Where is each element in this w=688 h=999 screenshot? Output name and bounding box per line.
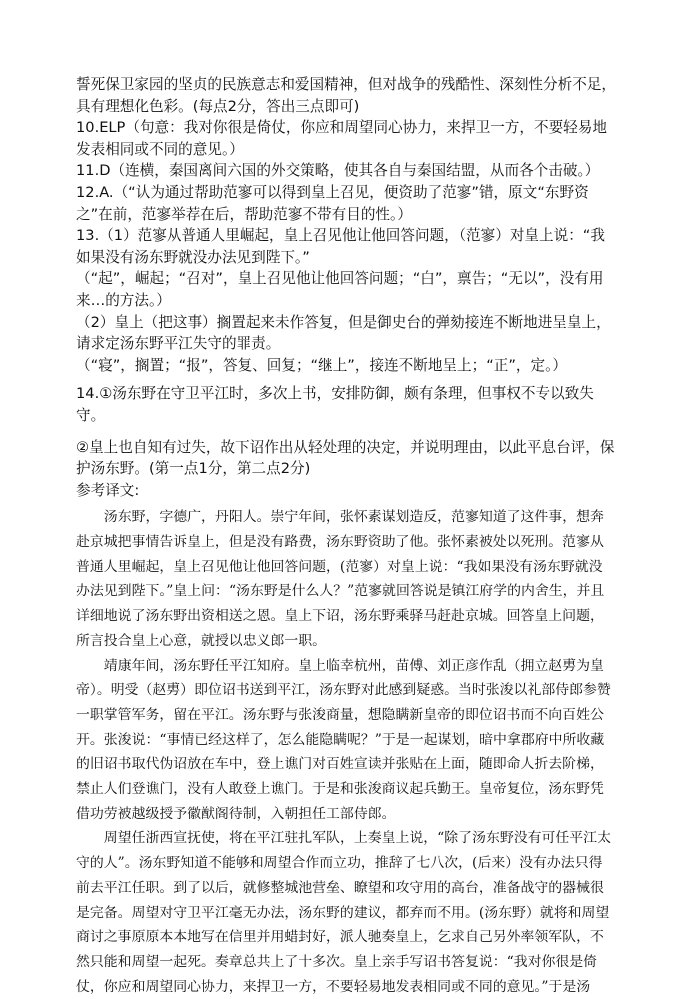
answer-14-2: ②皇上也自知有过失，故下诏作出从轻处理的决定，并说明理由，以此平息台评，保护汤东野。(第一点1分，第二点2分) [76, 438, 615, 478]
answer-14-1: 14.①汤东野在守卫平江时，多次上书，安排防御，颇有条理，但事权不专以致失守。 [76, 385, 594, 424]
translation-paragraph: 周望任浙西宣抚使，将在平江驻扎军队，上奏皇上说，“除了汤东野没有可任平江太守的人”。汤东野知道不能够和周望合作而立功，推辞了七八次，(后来）没有办法只得前去平江任职。到了以后，就修整城池营垒、瞭望和攻守用的高台，准备战守的器械很是完备。周望对守卫平江毫无办法，汤东野的建议，都弃而不用。(汤东野）就将和周望商讨之事原原本本地写在信里并用蜡封好，派人驰奏皇上，乞求自己另外率领军队，不然只能和周望一起死。奏章总共上了十多次。皇上亲手写诏书答复说：“我对你很是倚仗，你应和周望同心协力，来捍卫一方，不要轻易地发表相同或不同的意见。”于是汤 [76, 830, 611, 995]
translation-paragraph: 靖康年间，汤东野任平江知府。皇上临幸杭州，苗傅、刘正彦作乱（拥立赵旉为皇帝）。明受（赵旉）即位诏书送到平江，汤东野对此感到疑惑。当时张浚以礼部侍郎参赞一职掌管军务，留在平江。汤东野与张浚商量，想隐瞒新皇帝的即位诏书而不向百姓公开。张浚说：“事情已经这样了，怎么能隐瞒呢？”于是一起谋划，暗中拿郡府中所收藏的旧诏书取代伪诏放在车中，登上谯门对百姓宣读并张贴在上面，随即命人折去阶梯，禁止人们登谯门，没有人敢登上谯门。于是和张浚商议起兵勤王。皇帝复位，汤东野凭借功劳被越级授予徽猷阁待制，入朝担任工部侍郎。 [76, 657, 611, 822]
answer-13-2: （2）皇上（把这事）搁置起来未作答复，但是御史台的弹劾接连不断地进呈皇上，请求定汤东野平江失守的罪责。 [76, 313, 611, 353]
answer-13-1-note: （“起”，崛起；“召对”，皇上召见他让他回答问题；“白”，禀告；“无以”，没有用来…的方法。） [76, 270, 604, 309]
answer-10: 10.ELP（句意：我对你很是倚仗，你应和周望同心协力，来捍卫一方，不要轻易地发表相同或不同的意见。） [76, 119, 607, 158]
answer-9-continued: 誓死保卫家园的坚贞的民族意志和爱国精神，但对战争的残酷性、深刻性分析不足，具有理想化色彩。(每点2分，答出三点即可) [76, 76, 616, 115]
translation-heading: 参考译文: [76, 481, 140, 499]
answer-12: 12.A.（“认为通过帮助范寥可以得到皇上召见，便资助了范寥”错，原文“东野资之”在前，范寥举荐在后，帮助范寥不带有目的性。） [76, 183, 589, 223]
translation-paragraph: 汤东野，字德广，丹阳人。崇宁年间，张怀素谋划造反，范寥知道了这件事，想奔赴京城把事情告诉皇上，但是没有路费，汤东野资助了他。张怀素被处以死刑。范寥从普通人里崛起，皇上召见他让他回答问题，(范寥）对皇上说：“我如果没有汤东野就没办法见到陛下。”皇上问：“汤东野是什么人？”范寥就回答说是镇江府学的内舍生，并且详细地说了汤东野出资相送之恩。皇上下诏，汤东野乘驿马赶赴京城。回答皇上问题，所言投合皇上心意，就授以忠义郎一职。 [76, 509, 605, 649]
answer-13-2-note: （“寝”，搁置；“报”，答复、回复；“继上”，接连不断地呈上；“正”，定。） [76, 356, 567, 374]
answer-11: 11.D（连横，秦国离间六国的外交策略，使其各自与秦国结盟，从而各个击破。） [76, 162, 600, 180]
answer-document [76, 74, 616, 999]
translation-body [76, 505, 616, 999]
answer-13-1: 13.（1）范寥从普通人里崛起，皇上召见他让他回答问题，（范寥）对皇上说：“我如果没有汤东野就没办法见到陛下。” [76, 227, 605, 266]
